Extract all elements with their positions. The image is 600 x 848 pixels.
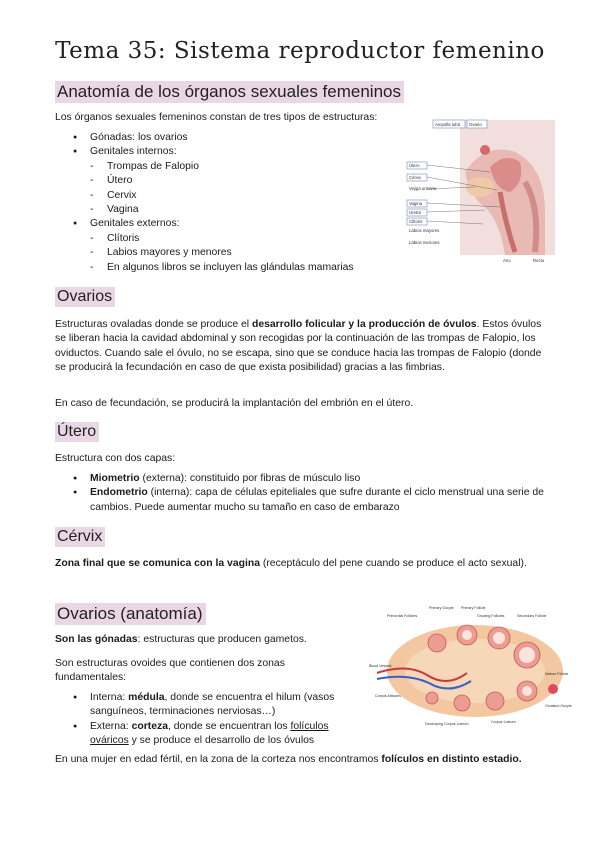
figure-label: Developing Corpus Luteum: [425, 722, 469, 726]
figure-label: Primordial Follicles: [387, 614, 418, 618]
ovarios-anat-p2: Son estructuras ovoides que contienen dos zonas fundamentales:: [55, 658, 285, 684]
figure-label: Ovulated Oocyte: [545, 704, 572, 708]
figure-label: Ano: [503, 258, 511, 263]
list-subitem: - Vagina: [55, 203, 395, 217]
section-heading-cervix: Cérvix: [55, 527, 105, 547]
figure-label: Vagina: [409, 201, 423, 206]
figure-label: Cérvix: [409, 175, 422, 180]
figure-label: Ampolla tubá: [435, 122, 461, 127]
figure-label: Corpus Luteum: [491, 720, 516, 724]
ovary-shape: [480, 145, 490, 155]
ovary-follicles-figure: [367, 603, 572, 728]
figure-label: Corpus Albicans: [375, 694, 401, 698]
ovarios-paragraph: Estructuras ovaladas donde se produce el desarrollo folicular y la producción de óvulos. Estos óvulos se liberan hacia la cavidad abdominal y son recogidas por la continuación de las trompas de Falopio, los oviductos. Cuando sale el óvulo, no se escapa, sino que se conduce hacia las trompas de Falopio (donde se producirá la fecundación en caso de que exista posibilidad) gracias a las fimbrias.: [55, 319, 542, 374]
figure-label: Recto: [533, 258, 545, 263]
figure-label: Mature Follicle: [545, 672, 569, 676]
page-title: Tema 35: Sistema reproductor femenino: [55, 38, 545, 64]
list-subitem: - Clítoris: [55, 232, 395, 246]
ovarios-paragraph-2: En caso de fecundación, se producirá la implantación del embrión en el útero.: [55, 398, 414, 409]
list-subitem: - Cervix: [55, 189, 395, 203]
figure-label: Labios mayores: [409, 228, 440, 233]
figure-label: Secondary Follicle: [517, 614, 547, 618]
list-item: ● Interna: médula, donde se encuentra el hilum (vasos sanguíneos, terminaciones nerviosas…): [55, 691, 365, 720]
figure-label: Uretra: [409, 210, 421, 215]
list-subitem: - En algunos libros se incluyen las glándulas mamarias: [55, 261, 395, 275]
anatomy-list: [55, 131, 395, 275]
section-heading-ovarios-anatomia: Ovarios (anatomía): [55, 603, 206, 625]
anatomy-intro: Los órganos sexuales femeninos constan de tres tipos de estructuras:: [55, 112, 378, 123]
figure-label: Vejiga urinaria: [409, 186, 437, 191]
figure-label: Blood Vessels: [369, 664, 392, 668]
figure-label: Ovario: [469, 122, 482, 127]
female-reproductive-anatomy-figure: [405, 112, 560, 267]
list-item: ● Externa: corteza, donde se encuentran los folículos ováricos y se produce el desarrollo de los óvulos: [55, 720, 365, 749]
section-heading-ovarios: Ovarios: [55, 287, 115, 307]
figure-label: Clítoris: [409, 219, 423, 224]
utero-intro: Estructura con dos capas:: [55, 453, 176, 464]
list-item: ● Miometrio (externa): constituido por fibras de músculo liso: [55, 472, 555, 486]
section-heading-anatomy: Anatomía de los órganos sexuales femeninos: [55, 81, 404, 103]
figure-label: Primary Follicle: [461, 606, 486, 610]
cervix-paragraph: Zona final que se comunica con la vagina (receptáculo del pene cuando se produce el acto sexual).: [55, 558, 527, 569]
list-item: ● Gónadas: los ovarios: [55, 131, 395, 145]
ovarios-anat-p3: En una mujer en edad fértil, en la zona de la corteza nos encontramos folículos en distinto estadio.: [55, 754, 522, 765]
list-item: ● Genitales internos:: [55, 145, 395, 159]
ovulated-oocyte: [548, 684, 558, 694]
utero-list: [55, 472, 555, 515]
ovarios-anat-p1: Son las gónadas: estructuras que producen gametos.: [55, 634, 307, 645]
list-subitem: - Labios mayores y menores: [55, 246, 395, 260]
list-item: ● Endometrio (interna): capa de células epiteliales que sufre durante el ciclo menstrual una serie de cambios. Puede aumentar mucho su tamaño en caso de embarazo: [55, 486, 555, 515]
figure-label: Growing Follicles: [477, 614, 505, 618]
figure-label: Útero: [409, 163, 420, 168]
ovarios-anat-list: [55, 691, 365, 749]
figure-label: Labios menores: [409, 240, 440, 245]
list-item: ● Genitales externos:: [55, 217, 395, 231]
list-subitem: - Trompas de Falopio: [55, 160, 395, 174]
list-subitem: - Útero: [55, 174, 395, 188]
section-heading-utero: Útero: [55, 422, 99, 442]
figure-label: Primary Oocyte: [429, 606, 454, 610]
